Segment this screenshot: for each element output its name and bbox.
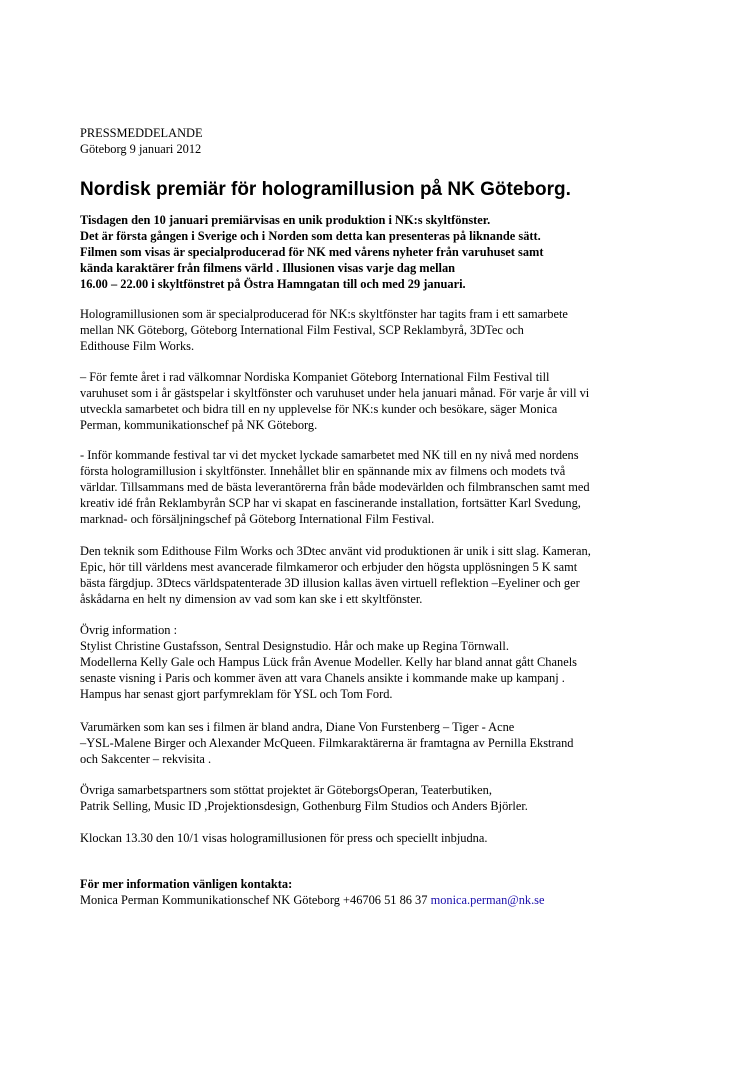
paragraph-2	[80, 369, 680, 433]
paragraph-line: Övrig information :	[80, 623, 178, 637]
paragraph-1	[80, 306, 680, 354]
paragraph-line: Övriga samarbetspartners som stöttat projektet är GöteborgsOperan, Teaterbutiken,	[80, 783, 492, 797]
paragraph-line: Varumärken som kan ses i filmen är bland andra, Diane Von Furstenberg – Tiger - Acne	[80, 720, 515, 734]
paragraph-line: åskådarna en helt ny dimension av vad som kan ske i ett skyltfönster.	[80, 592, 423, 606]
paragraph-7	[80, 782, 680, 814]
paragraph-line: Edithouse Film Works.	[80, 339, 195, 353]
paragraph-line: första hologramillusion i skyltfönster. Innehållet blir en spännande mix av filmens och modets två	[80, 464, 566, 478]
press-date: Göteborg 9 januari 2012	[80, 142, 202, 156]
paragraph-8	[80, 830, 680, 846]
paragraph-line: mellan NK Göteborg, Göteborg International Film Festival, SCP Reklambyrå, 3DTec och	[80, 323, 524, 337]
paragraph-line: –YSL-Malene Birger och Alexander McQueen. Filmkaraktärerna är framtagna av Pernilla Ekstrand	[80, 736, 574, 750]
contact-email-link[interactable]: monica.perman@nk.se	[430, 893, 545, 907]
paragraph-line: senaste visning i Paris och kommer även att vara Chanels ansikte i kommande make up kampanj .	[80, 671, 565, 685]
lead-line: 16.00 – 22.00 i skyltfönstret på Östra Hamngatan till och med 29 januari.	[80, 277, 466, 291]
paragraph-line: och Sakcenter – rekvisita .	[80, 752, 212, 766]
paragraph-line: Klockan 13.30 den 10/1 visas hologramillusionen för press och speciellt inbjudna.	[80, 831, 488, 845]
paragraph-line: världar. Tillsammans med de bästa leverantörerna från både modevärlden och filmbranschen samt med	[80, 480, 590, 494]
lead-line: Det är första gången i Sverige och i Norden som detta kan presenteras på liknande sätt.	[80, 229, 541, 243]
paragraph-line: Stylist Christine Gustafsson, Sentral Designstudio. Hår och make up Regina Törnwall.	[80, 639, 509, 653]
paragraph-line: Epic, hör till världens mest avancerade filmkameror och erbjuder den högsta upplösningen 5 K samt	[80, 560, 578, 574]
paragraph-4	[80, 543, 680, 607]
press-label: PRESSMEDDELANDE	[80, 126, 203, 140]
paragraph-line: kreativ idé från Reklambyrån SCP har vi skapat en fascinerande installation, fortsätter Karl Svedung,	[80, 496, 581, 510]
paragraph-line: marknad- och försäljningschef på Göteborg International Film Festival.	[80, 512, 435, 526]
paragraph-line: – För femte året i rad välkomnar Nordiska Kompaniet Göteborg International Film Festival till	[80, 370, 550, 384]
paragraph-line: Hampus har senast gjort parfymreklam för YSL och Tom Ford.	[80, 687, 393, 701]
contact-line	[80, 892, 680, 908]
paragraph-line: Perman, kommunikationschef på NK Göteborg.	[80, 418, 318, 432]
page-title: Nordisk premiär för hologramillusion på NK Göteborg.	[80, 179, 571, 200]
lead-paragraph	[80, 212, 680, 292]
paragraph-line: Modellerna Kelly Gale och Hampus Lück från Avenue Modeller. Kelly har bland annat gått Chanels	[80, 655, 577, 669]
paragraph-line: varuhuset som i år gästspelar i skyltfönster och varuhuset under hela januari månad. För varje år vill vi	[80, 386, 590, 400]
paragraph-3	[80, 447, 680, 527]
paragraph-line: - Inför kommande festival tar vi det mycket lyckade samarbetet med NK till en ny nivå med nordens	[80, 448, 579, 462]
contact-text: Monica Perman Kommunikationschef NK Göteborg +46706 51 86 37	[80, 893, 431, 907]
lead-line: Tisdagen den 10 januari premiärvisas en unik produktion i NK:s skyltfönster.	[80, 213, 491, 227]
paragraph-line: Den teknik som Edithouse Film Works och 3Dtec använt vid produktionen är unik i sitt slag. Kameran,	[80, 544, 591, 558]
contact-block	[80, 876, 680, 908]
lead-line: Filmen som visas är specialproducerad för NK med vårens nyheter från varuhuset samt	[80, 245, 544, 259]
paragraph-5	[80, 622, 680, 702]
lead-line: kända karaktärer från filmens värld . Illusionen visas varje dag mellan	[80, 261, 456, 275]
paragraph-6	[80, 719, 680, 767]
paragraph-line: utveckla samarbetet och bidra till en ny upplevelse för NK:s kunder och besökare, säger Monica	[80, 402, 558, 416]
paragraph-line: bästa färgdjup. 3Dtecs världspatenterade 3D illusion kallas även virtuell reflektion –Eyeliner och ger	[80, 576, 580, 590]
paragraph-line: Hologramillusionen som är specialproducerad för NK:s skyltfönster har tagits fram i ett samarbete	[80, 307, 568, 321]
contact-heading: För mer information vänligen kontakta:	[80, 877, 293, 891]
paragraph-line: Patrik Selling, Music ID ,Projektionsdesign, Gothenburg Film Studios och Anders Björler.	[80, 799, 528, 813]
press-header	[80, 125, 680, 157]
